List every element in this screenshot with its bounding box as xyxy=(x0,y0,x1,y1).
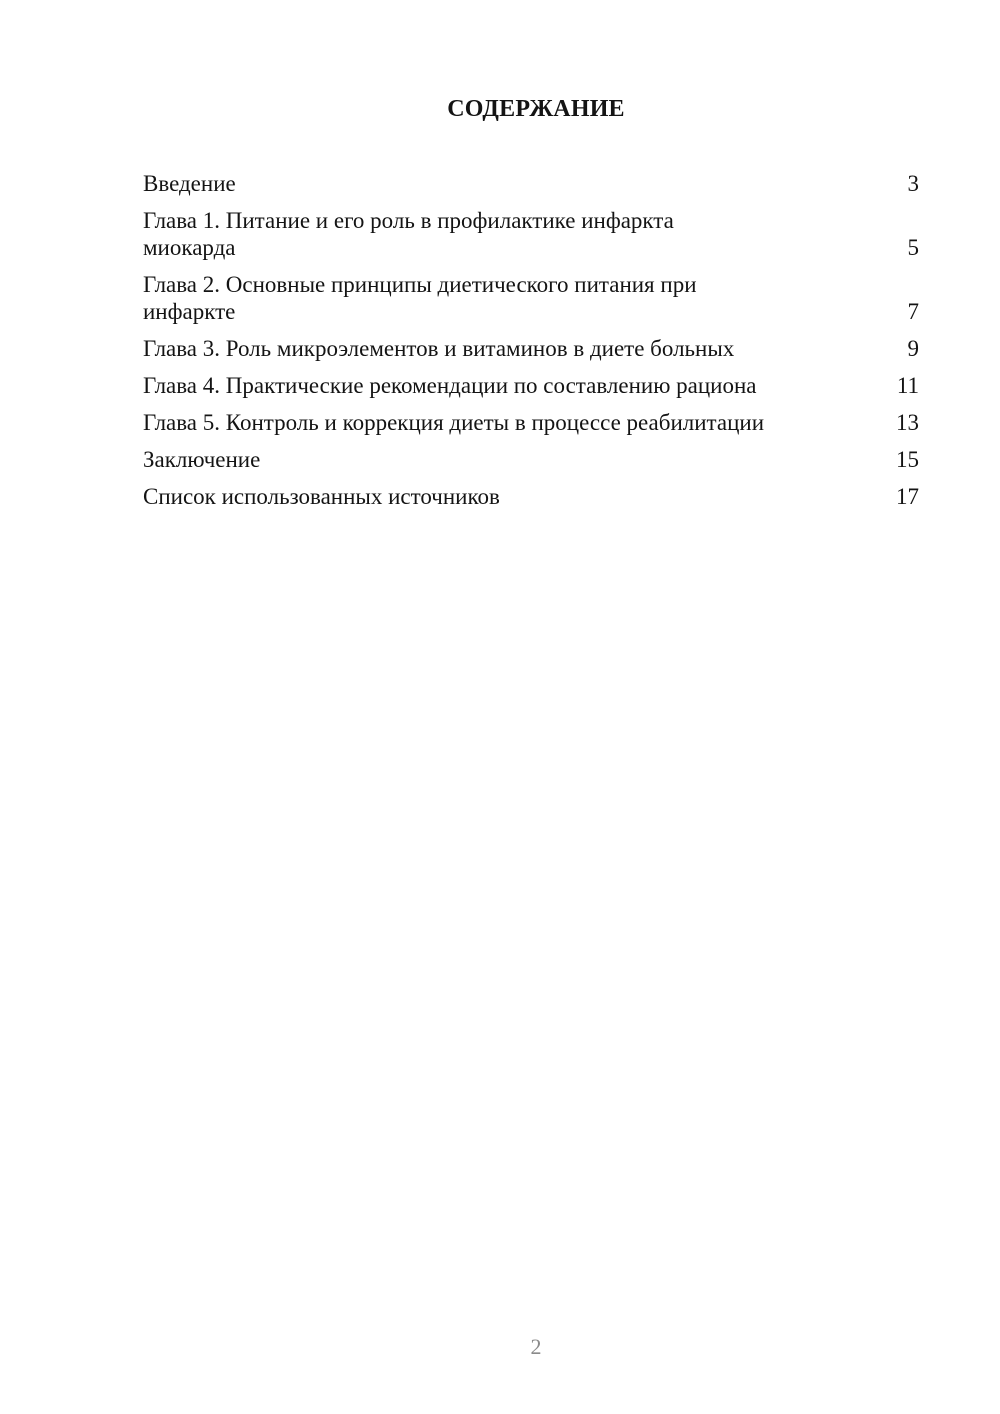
toc-entry-title: Введение xyxy=(143,171,236,196)
page-title: СОДЕРЖАНИЕ xyxy=(447,96,625,122)
toc-entry xyxy=(143,483,919,510)
toc-entry-title: Заключение xyxy=(143,447,261,472)
toc-entry-page: 5 xyxy=(907,235,919,260)
toc-entry xyxy=(143,446,919,473)
page-number: 2 xyxy=(530,1334,542,1359)
toc-entry-title: Глава 2. Основные принципы диетического питания при инфаркте xyxy=(143,272,697,324)
toc-entry xyxy=(143,409,919,436)
toc-entry-title: Глава 4. Практические рекомендации по составлению рациона xyxy=(143,373,757,398)
toc-entry xyxy=(143,372,919,399)
toc-entry xyxy=(143,170,919,197)
toc-entry xyxy=(143,271,919,325)
toc-entry xyxy=(143,335,919,362)
toc-entry-title: Список использованных источников xyxy=(143,484,500,509)
toc-entry-page: 7 xyxy=(907,299,919,324)
toc-entry-page: 3 xyxy=(907,171,919,196)
toc-entry-page: 13 xyxy=(896,410,919,435)
toc-entry-page: 17 xyxy=(896,484,919,509)
toc-entry-title: Глава 1. Питание и его роль в профилактике инфаркта миокарда xyxy=(143,208,674,260)
toc-entry-page: 11 xyxy=(896,373,919,398)
toc-entry-page: 15 xyxy=(896,447,919,472)
toc-entry-title: Глава 5. Контроль и коррекция диеты в процессе реабилитации xyxy=(143,410,765,435)
toc-entry-page: 9 xyxy=(907,336,919,361)
table-of-contents xyxy=(143,170,919,510)
toc-entry xyxy=(143,207,919,261)
toc-entry-title: Глава 3. Роль микроэлементов и витаминов в диете больных xyxy=(143,336,735,361)
